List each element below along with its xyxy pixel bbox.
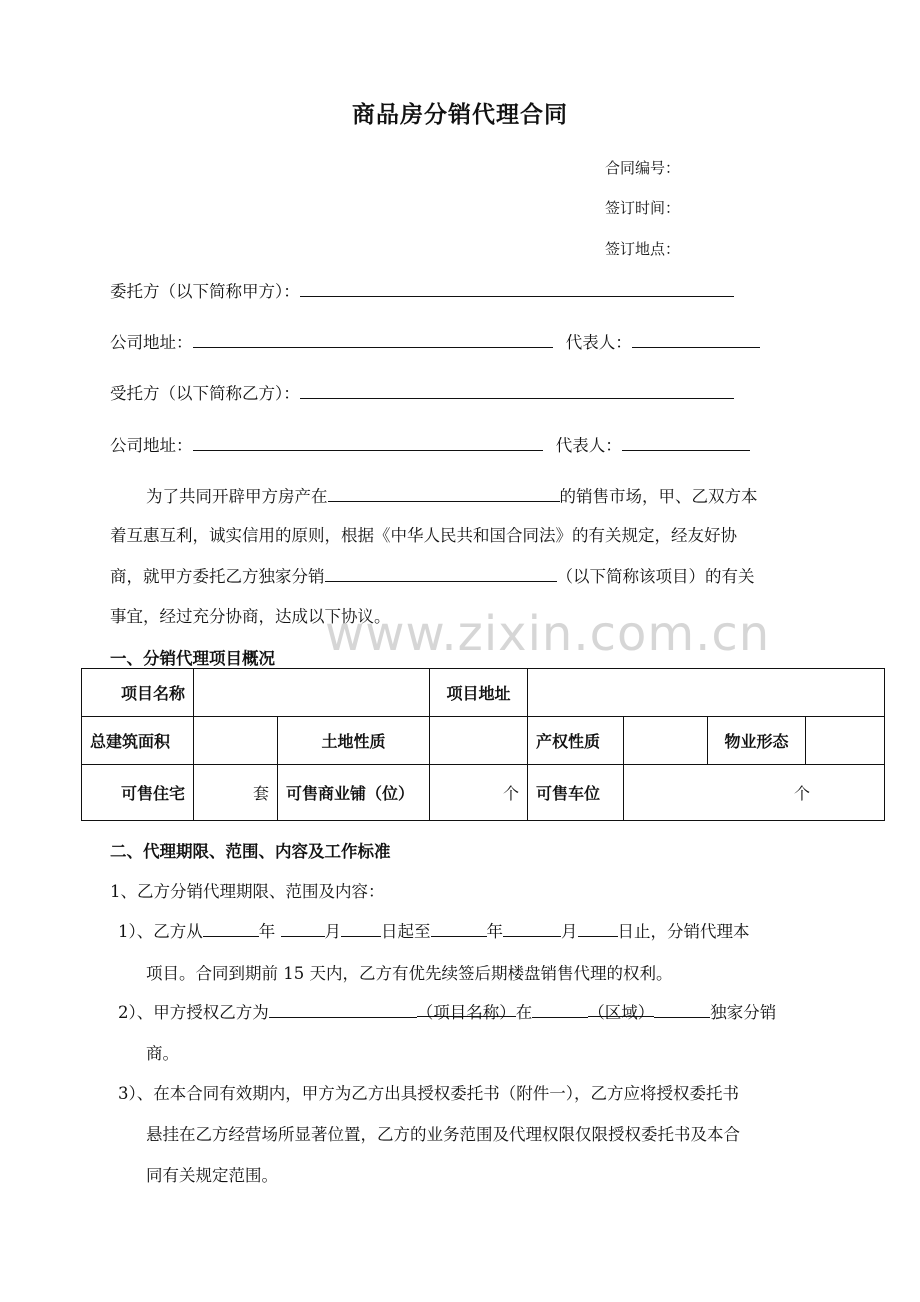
- watermark: www.zixin.com.cn: [325, 606, 771, 662]
- sub1-text: 日起至: [381, 922, 431, 941]
- end-day-blank: [578, 919, 618, 937]
- property-nature-cell: [624, 717, 708, 765]
- rep-a-label: 代表人：: [565, 333, 632, 352]
- rep-b-blank: [622, 433, 750, 451]
- project-name-cell: [194, 669, 430, 717]
- address-a-blank: [193, 330, 553, 348]
- party-a-label: 委托方（以下简称甲方）：: [110, 282, 300, 301]
- land-nature-label: 土地性质: [278, 717, 430, 765]
- rep-b-label: 代表人：: [555, 436, 622, 455]
- table-row: [82, 669, 885, 717]
- sub-item-2-line-1: [118, 999, 776, 1023]
- address-a-label: 公司地址：: [110, 333, 193, 352]
- project-address-label: 项目地址: [430, 669, 528, 717]
- document-title: 商品房分销代理合同: [352, 102, 568, 128]
- property-form-label: 物业形态: [708, 717, 806, 765]
- table-row: [82, 765, 885, 821]
- parking-unit: 个: [624, 765, 885, 821]
- section-1-heading: 一、分销代理项目概况: [110, 649, 275, 668]
- address-a-line: [110, 329, 760, 353]
- sub1-text: 年: [486, 922, 503, 941]
- intro-text: 为了共同开辟甲方房产在: [146, 487, 328, 506]
- sub2-text: （区域）: [588, 999, 654, 1017]
- section-2-heading: 二、代理期限、范围、内容及工作标准: [110, 842, 391, 861]
- sub-item-3-line-2: 悬挂在乙方经营场所显著位置，乙方的业务范围及代理权限仅限授权委托书及本合: [146, 1125, 740, 1144]
- sub2-text: 2）、甲方授权乙方为: [118, 1003, 269, 1022]
- intro-blank-2: [325, 564, 557, 582]
- table-row: [82, 717, 885, 765]
- party-a-blank: [300, 279, 734, 297]
- end-month-blank: [503, 919, 561, 937]
- intro-line-4: 事宜，经过充分协商，达成以下协议。: [110, 607, 391, 626]
- project-overview-table: [81, 668, 885, 821]
- start-day-blank: [341, 919, 381, 937]
- total-area-cell: [194, 717, 278, 765]
- address-b-label: 公司地址：: [110, 436, 193, 455]
- sub-item-1-line-2: 项目。合同到期前 15 天内，乙方有优先续签后期楼盘销售代理的权利。: [146, 964, 673, 983]
- region-blank: [532, 1000, 588, 1018]
- sub2-text: 独家分销: [710, 1003, 777, 1022]
- sub-item-1-line-1: [118, 918, 750, 942]
- start-month-blank: [281, 919, 325, 937]
- saleable-residence-label: 可售住宅: [82, 765, 194, 821]
- party-a-line: [110, 278, 734, 302]
- sub1-text: 月: [561, 922, 578, 941]
- end-year-blank: [431, 919, 487, 937]
- intro-line-2: 着互惠互利，诚实信用的原则，根据《中华人民共和国合同法》的有关规定，经友好协: [110, 526, 737, 545]
- saleable-parking-label: 可售车位: [528, 765, 624, 821]
- shops-unit: 个: [430, 765, 528, 821]
- sub-item-2-line-2: 商。: [146, 1044, 179, 1063]
- project-name-blank: [269, 1000, 417, 1018]
- project-name-label: 项目名称: [82, 669, 194, 717]
- sub2-text: （项目名称）: [417, 999, 516, 1017]
- sub1-text: 年: [258, 922, 276, 941]
- intro-blank-1: [328, 484, 560, 502]
- rep-a-blank: [632, 330, 760, 348]
- residence-unit: 套: [194, 765, 278, 821]
- sub-item-3-line-3: 同有关规定范围。: [146, 1166, 278, 1185]
- item-1: 1、乙方分销代理期限、范围及内容：: [110, 882, 385, 901]
- contract-number-label: 合同编号：: [605, 159, 681, 177]
- region-blank-2: [654, 1000, 710, 1018]
- intro-text: （以下简称该项目）的有关: [556, 567, 755, 586]
- sub-item-3-line-1: 3）、在本合同有效期内，甲方为乙方出具授权委托书（附件一），乙方应将授权委托书: [118, 1084, 739, 1103]
- property-nature-label: 产权性质: [528, 717, 624, 765]
- saleable-shops-label: 可售商业铺（位）: [278, 765, 430, 821]
- intro-line-3: [110, 563, 755, 587]
- start-year-blank: [203, 919, 259, 937]
- address-b-line: [110, 432, 750, 456]
- party-b-blank: [300, 381, 734, 399]
- land-nature-cell: [430, 717, 528, 765]
- intro-text: 商，就甲方委托乙方独家分销: [110, 567, 325, 586]
- sign-time-label: 签订时间：: [605, 199, 681, 217]
- intro-text: 的销售市场，甲、乙双方本: [559, 487, 758, 506]
- intro-line-1: [146, 483, 758, 507]
- total-area-label: 总建筑面积: [82, 717, 194, 765]
- sub1-text: 1）、乙方从: [118, 922, 203, 941]
- sub2-text: 在: [515, 1003, 533, 1022]
- address-b-blank: [193, 433, 543, 451]
- party-b-label: 受托方（以下简称乙方）：: [110, 384, 300, 403]
- property-form-cell: [806, 717, 885, 765]
- project-address-cell: [528, 669, 885, 717]
- sub1-text: 月: [324, 922, 341, 941]
- party-b-line: [110, 380, 734, 404]
- sub1-text: 日止，分销代理本: [617, 922, 750, 941]
- sign-place-label: 签订地点：: [605, 240, 681, 258]
